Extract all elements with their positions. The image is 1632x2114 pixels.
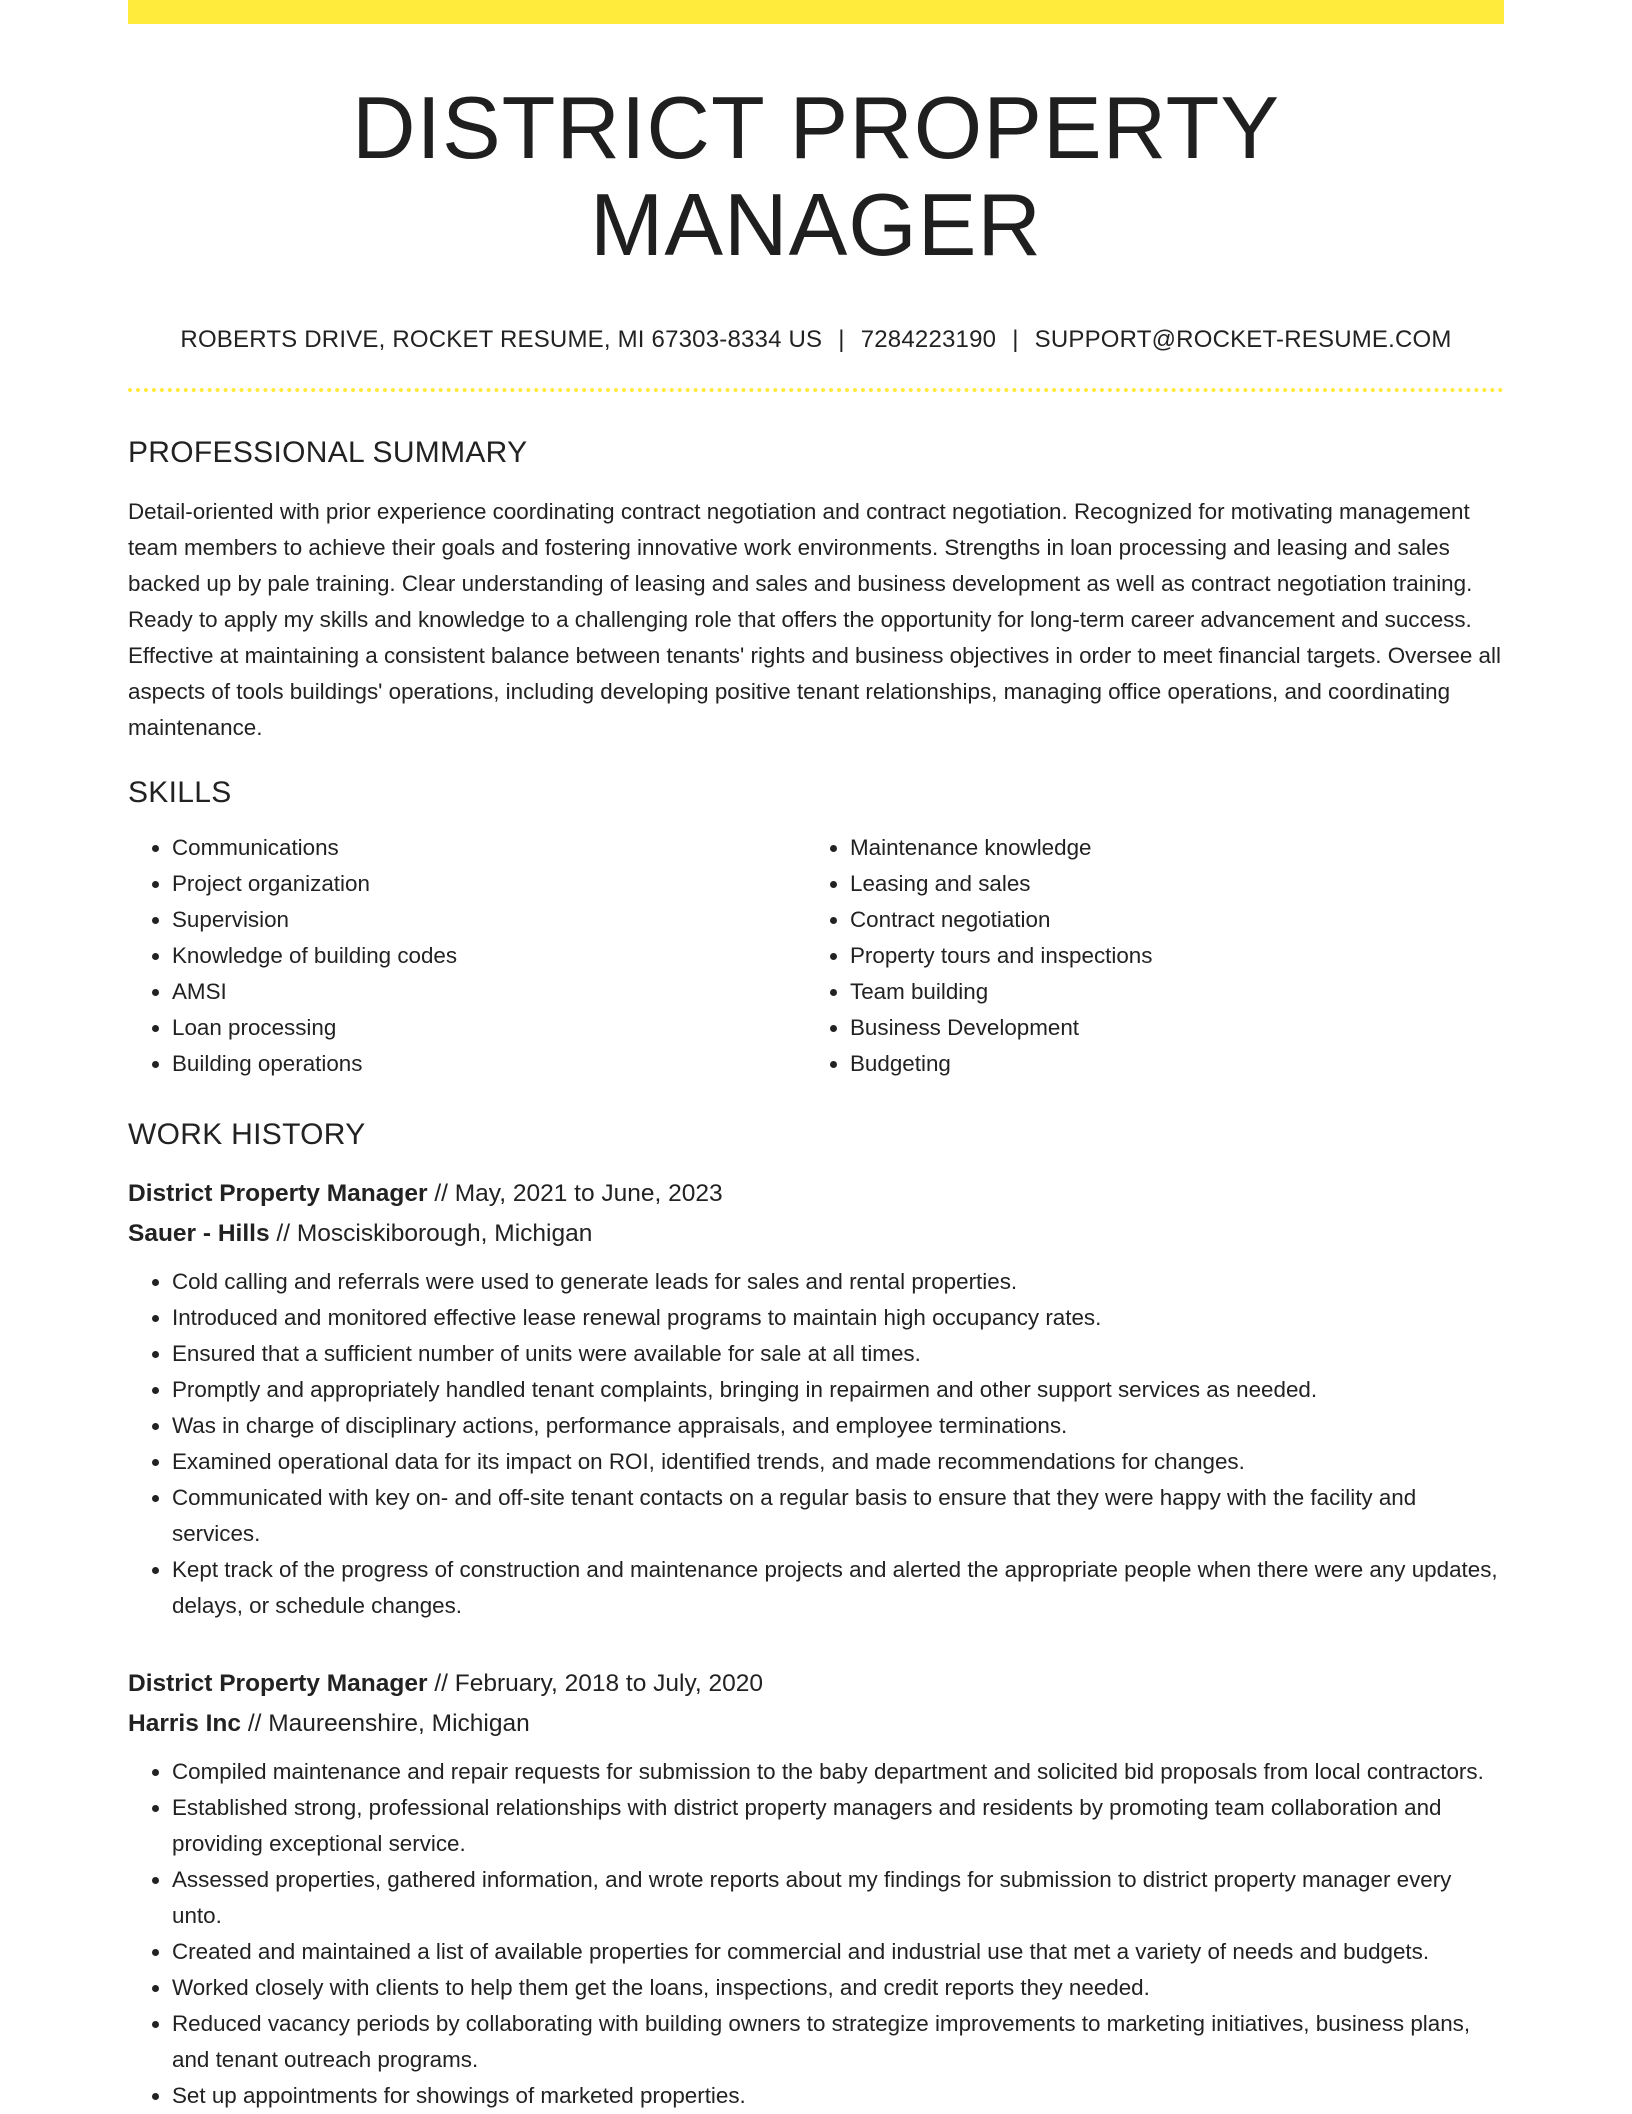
skill-item: • Budgeting: [850, 1046, 1484, 1082]
summary-paragraph: Detail-oriented with prior experience coordinating contract negotiation and contract negotiation. Recognized for motivating management team members to achieve their goals and fostering innovative work environments. Strengths in loan processing and leasing and sales backed up by pale training. Clear understanding of leasing and sales and business development as well as contract negotiation training. Ready to apply my skills and knowledge to a challenging role that offers the opportunity for long-term career advancement and success. Effective at maintaining a consistent balance between tenants' rights and business objectives in order to meet financial targets. Oversee all aspects of tools buildings' operations, including developing positive tenant relationships, managing office operations, and coordinating maintenance.: [128, 498, 1501, 740]
job-bullets: [128, 1264, 1504, 1624]
section-title-summary: PROFESSIONAL SUMMARY: [128, 435, 528, 469]
job-entry: [128, 1174, 1504, 1624]
job-company-line: [128, 1214, 1504, 1254]
contact-address: ROBERTS DRIVE, ROCKET RESUME, MI 67303-8334 US: [180, 325, 823, 353]
job-bullet: • Compiled maintenance and repair requests for submission to the baby department and solicited bid proposals from local contractors.: [172, 1754, 1504, 1790]
job-dates: // February, 2018 to July, 2020: [427, 1669, 764, 1697]
job-company-line: [128, 1704, 1504, 1744]
dotted-divider: [128, 388, 1504, 392]
job-role: District Property Manager: [128, 1179, 428, 1207]
section-title-work-history: WORK HISTORY: [128, 1117, 366, 1151]
job-bullets: [128, 1754, 1504, 2114]
job-bullet: • Set up appointments for showings of marketed properties.: [172, 2078, 1504, 2114]
skill-item: • Project organization: [172, 866, 806, 902]
contact-separator: |: [1012, 325, 1019, 353]
skills-column-left: [128, 830, 806, 1082]
job-bullet: • Was in charge of disciplinary actions, performance appraisals, and employee terminations.: [172, 1408, 1504, 1444]
job-role-line: [128, 1664, 1504, 1704]
job-bullet: • Promptly and appropriately handled tenant complaints, bringing in repairmen and other support services as needed.: [172, 1372, 1504, 1408]
job-bullet: • Introduced and monitored effective lease renewal programs to maintain high occupancy rates.: [172, 1300, 1504, 1336]
resume-title: DISTRICT PROPERTY MANAGER: [351, 78, 1281, 274]
skill-item: • Knowledge of building codes: [172, 938, 806, 974]
skill-item: • Maintenance knowledge: [850, 830, 1484, 866]
skill-item: • Communications: [172, 830, 806, 866]
job-bullet: • Reduced vacancy periods by collaborating with building owners to strategize improvements to marketing initiatives, business plans, and tenant outreach programs.: [172, 2006, 1504, 2078]
skill-item: • Property tours and inspections: [850, 938, 1484, 974]
job-bullet: • Worked closely with clients to help them get the loans, inspections, and credit reports they needed.: [172, 1970, 1504, 2006]
contact-line: [128, 326, 1504, 354]
skill-item: • Business Development: [850, 1010, 1484, 1046]
skill-item: • AMSI: [172, 974, 806, 1010]
skills-list: [128, 830, 1504, 1082]
job-bullet: • Ensured that a sufficient number of units were available for sale at all times.: [172, 1336, 1504, 1372]
contact-phone: 7284223190: [860, 325, 997, 353]
job-role: District Property Manager: [128, 1669, 428, 1697]
job-dates: // May, 2021 to June, 2023: [427, 1179, 723, 1207]
skill-item: • Leasing and sales: [850, 866, 1484, 902]
contact-separator: |: [838, 325, 845, 353]
job-bullet: • Communicated with key on- and off-site tenant contacts on a regular basis to ensure that they were happy with the facility and services.: [172, 1480, 1504, 1552]
contact-email: SUPPORT@ROCKET-RESUME.COM: [1034, 325, 1452, 353]
job-entry: [128, 1664, 1504, 2114]
skill-item: • Building operations: [172, 1046, 806, 1082]
job-location: // Maureenshire, Michigan: [241, 1709, 530, 1737]
job-bullet: • Kept track of the progress of construction and maintenance projects and alerted the appropriate people when there were any updates, delays, or schedule changes.: [172, 1552, 1504, 1624]
skill-item: • Contract negotiation: [850, 902, 1484, 938]
job-company: Harris Inc: [128, 1709, 242, 1737]
job-bullet: • Created and maintained a list of available properties for commercial and industrial use that met a variety of needs and budgets.: [172, 1934, 1504, 1970]
job-company: Sauer - Hills: [128, 1219, 270, 1247]
skills-column-right: [806, 830, 1484, 1082]
job-bullet: • Cold calling and referrals were used to generate leads for sales and rental properties.: [172, 1264, 1504, 1300]
section-title-skills: SKILLS: [128, 775, 232, 809]
job-role-line: [128, 1174, 1504, 1214]
job-bullet: • Examined operational data for its impact on ROI, identified trends, and made recommendations for changes.: [172, 1444, 1504, 1480]
job-bullet: • Assessed properties, gathered information, and wrote reports about my findings for submission to district property manager every unto.: [172, 1862, 1504, 1934]
job-bullet: • Established strong, professional relationships with district property managers and residents by promoting team collaboration and providing exceptional service.: [172, 1790, 1504, 1862]
top-accent-bar: [128, 0, 1504, 24]
skill-item: • Supervision: [172, 902, 806, 938]
skill-item: • Team building: [850, 974, 1484, 1010]
skill-item: • Loan processing: [172, 1010, 806, 1046]
resume-page: [128, 0, 1504, 2114]
job-location: // Mosciskiborough, Michigan: [269, 1219, 593, 1247]
